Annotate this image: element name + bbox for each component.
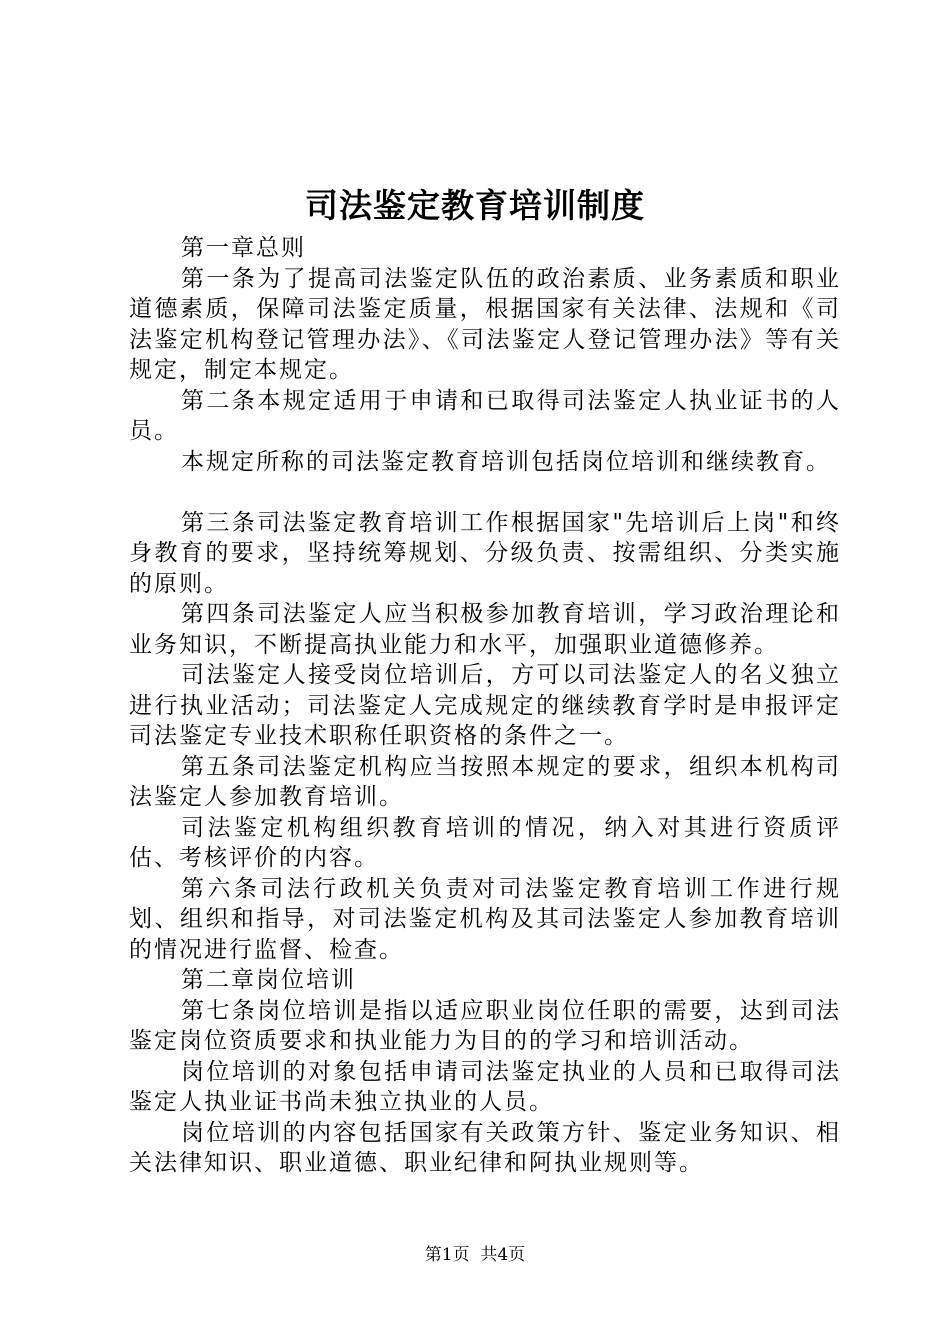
article-paragraph: 司法鉴定机构组织教育培训的情况，纳入对其进行资质评估、考核评价的内容。 [129,814,841,871]
article-paragraph: 司法鉴定人接受岗位培训后，方可以司法鉴定人的名义独立进行执业活动；司法鉴定人完成规定的继续教育学时是申报评定司法鉴定专业技术职称任职资格的条件之一。 [129,662,841,749]
article-paragraph: 本规定所称的司法鉴定教育培训包括岗位培训和继续教育。 [181,448,831,475]
article-paragraph: 第七条岗位培训是指以适应职业岗位任职的需要，达到司法鉴定岗位资质要求和执业能力为目的的学习和培训活动。 [129,997,841,1054]
chapter-heading: 第一章总则 [181,235,306,261]
article-paragraph: 岗位培训的内容包括国家有关政策方针、鉴定业务知识、相关法律知识、职业道德、职业纪律和阿执业规则等。 [129,1119,841,1176]
article-paragraph: 第三条司法鉴定教育培训工作根据国家"先培训后上岗"和终身教育的要求，坚持统筹规划、分级负责、按需组织、分类实施的原则。 [129,509,841,597]
page-number-label: 第1页 共4页 [424,1245,526,1265]
article-paragraph: 第四条司法鉴定人应当积极参加教育培训，学习政治理论和业务知识，不断提高执业能力和水平，加强职业道德修养。 [129,601,841,658]
article-paragraph: 第一条为了提高司法鉴定队伍的政治素质、业务素质和职业道德素质，保障司法鉴定质量，根据国家有关法律、法规和《司法鉴定机构登记管理办法》、《司法鉴定人登记管理办法》等有关规定，制定本规定。 [129,265,841,383]
chapter-heading: 第二章岗位培训 [181,967,356,993]
article-paragraph: 第二条本规定适用于申请和已取得司法鉴定人执业证书的人员。 [129,387,841,444]
article-paragraph: 岗位培训的对象包括申请司法鉴定执业的人员和已取得司法鉴定人执业证书尚未独立执业的人员。 [129,1058,841,1115]
article-paragraph: 第六条司法行政机关负责对司法鉴定教育培训工作进行规划、组织和指导，对司法鉴定机构及其司法鉴定人参加教育培训的情况进行监督、检查。 [129,875,841,963]
article-paragraph: 第五条司法鉴定机构应当按照本规定的要求，组织本机构司法鉴定人参加教育培训。 [129,753,841,810]
document-title: 司法鉴定教育培训制度 [305,186,645,225]
blank-line [129,477,841,508]
page-footer [0,1244,950,1266]
document-body [129,233,841,1179]
